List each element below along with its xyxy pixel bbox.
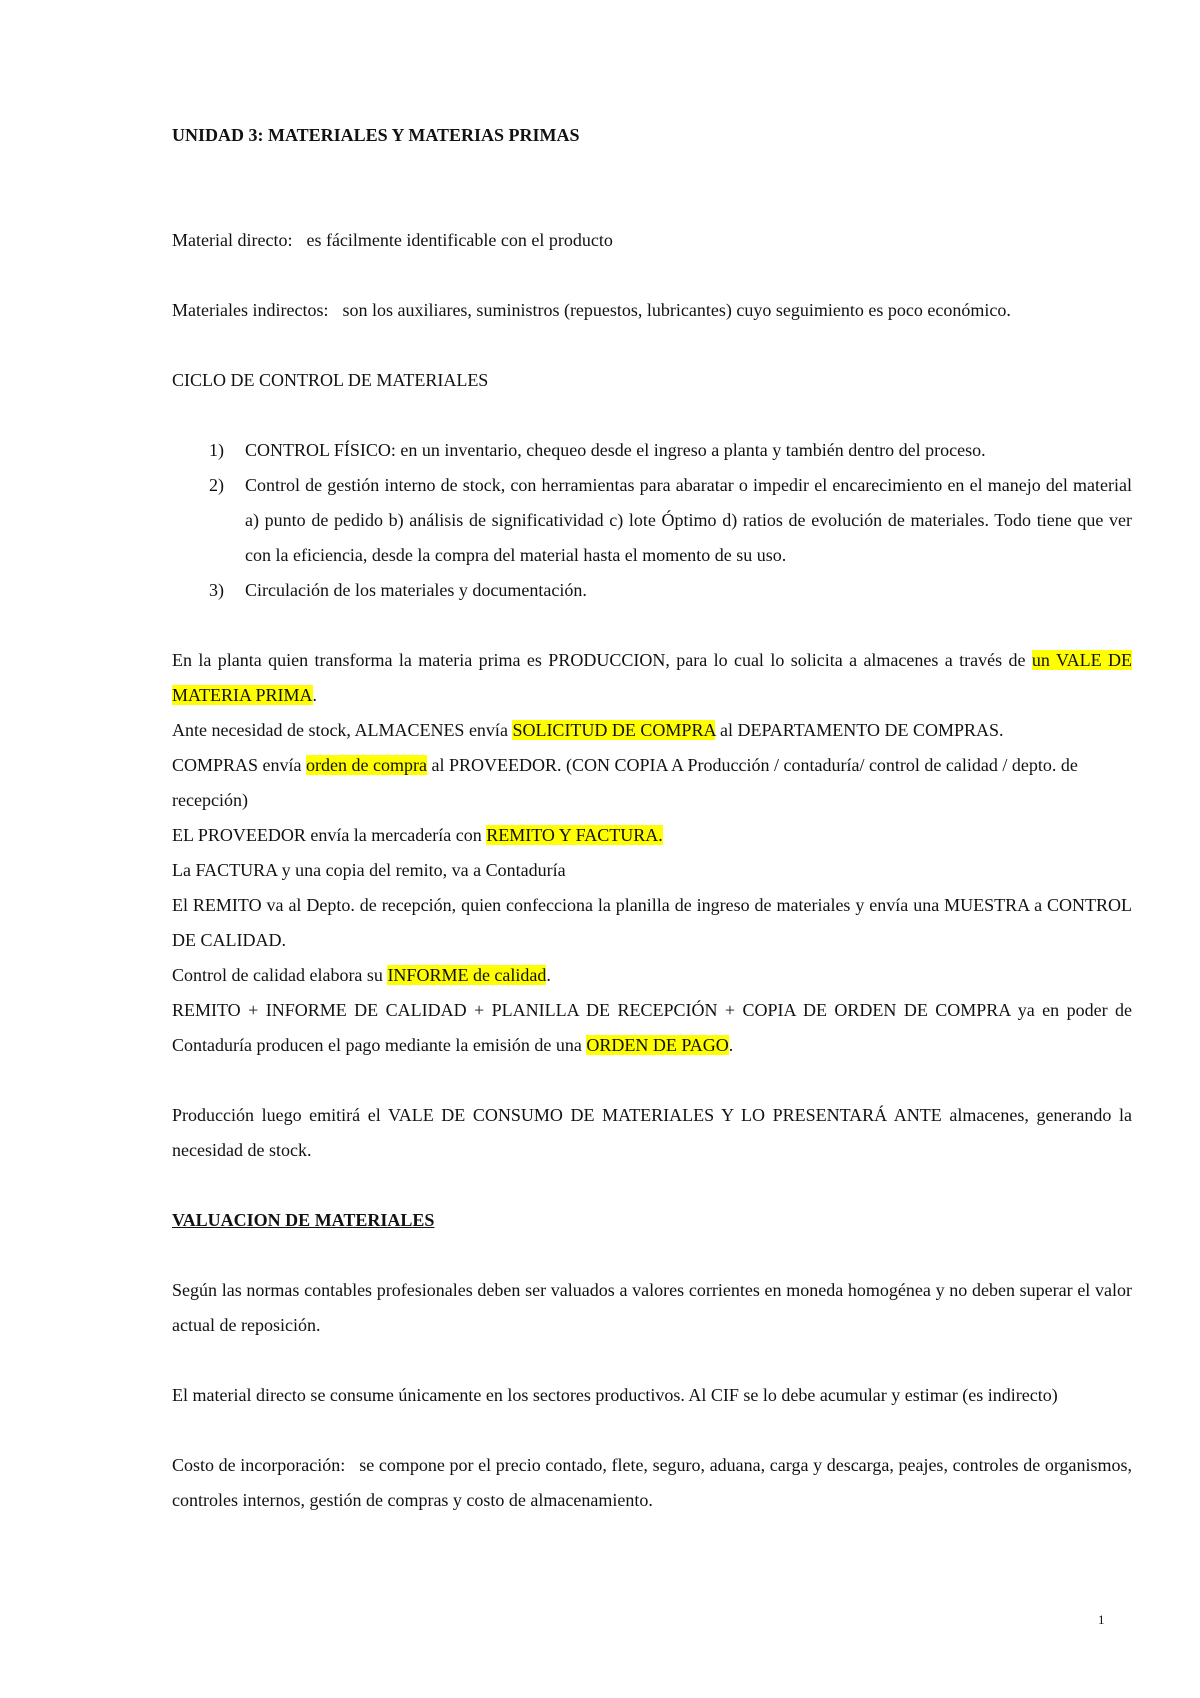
flow-paragraph: COMPRAS envía orden de compra al PROVEEDOR. (CON COPIA A Producción / contaduría/ control de calidad / depto. de recepción) [172, 755, 1078, 810]
cycle-heading: CICLO DE CONTROL DE MATERIALES [172, 370, 489, 390]
consumption-paragraph: Producción luego emitirá el VALE DE CONSUMO DE MATERIALES Y LO PRESENTARÁ ANTE almacenes, generando la necesidad de stock. [172, 1105, 1132, 1160]
page-number: 1 [1098, 1612, 1105, 1627]
definition-direct-material [172, 223, 1132, 258]
valuation-paragraph: Según las normas contables profesionales deben ser valuados a valores corrientes en moneda homogénea y no deben superar el valor actual de reposición. [172, 1280, 1132, 1335]
list-text: Circulación de los materiales y documentación. [245, 580, 587, 600]
highlight: REMITO Y FACTURA. [486, 825, 663, 845]
list-number: 2) [209, 475, 224, 495]
definition-indirect-materials [172, 293, 1132, 328]
flow-paragraph: Control de calidad elabora su INFORME de calidad. [172, 965, 551, 985]
flow-paragraph: La FACTURA y una copia del remito, va a Contaduría [172, 860, 566, 880]
list-number: 3) [209, 580, 224, 600]
flow-paragraph: En la planta quien transforma la materia prima es PRODUCCION, para lo cual lo solicita a almacenes a través de un VALE DE MATERIA PRIMA. [172, 650, 1132, 705]
valuation-paragraph: El material directo se consume únicamente en los sectores productivos. Al CIF se lo debe acumular y estimar (es indirecto) [172, 1385, 1058, 1405]
incorporation-text: se compone por el precio contado, flete, seguro, aduana, carga y descarga, peajes, controles de organismos, controles internos, gestión de compras y costo de almacenamiento. [172, 1455, 1132, 1510]
document-body [172, 118, 1132, 1518]
valuation-heading: VALUACION DE MATERIALES [172, 1210, 435, 1230]
list-number: 1) [209, 440, 224, 460]
definition-text: es fácilmente identificable con el producto [306, 230, 613, 250]
list-text: CONTROL FÍSICO: en un inventario, chequeo desde el ingreso a planta y también dentro del proceso. [245, 440, 986, 460]
document-flow [172, 643, 1132, 1063]
highlight: ORDEN DE PAGO [586, 1035, 729, 1055]
flow-paragraph: REMITO + INFORME DE CALIDAD + PLANILLA DE RECEPCIÓN + COPIA DE ORDEN DE COMPRA ya en poder de Contaduría producen el pago mediante la emisión de una ORDEN DE PAGO. [172, 1000, 1132, 1055]
highlight: orden de compra [306, 755, 427, 775]
list-text: Control de gestión interno de stock, con herramientas para abaratar o impedir el encarecimiento en el manejo del material a) punto de pedido b) análisis de significatividad c) lote Óptimo d) ratios de evolución de materiales. Todo tiene que ver con la eficiencia, desde la compra del material hasta el momento de su uso. [245, 475, 1132, 565]
flow-paragraph: Ante necesidad de stock, ALMACENES envía SOLICITUD DE COMPRA al DEPARTAMENTO DE COMPRAS. [172, 720, 1004, 740]
definition-term: Materiales indirectos: [172, 300, 329, 320]
definition-term: Material directo: [172, 230, 293, 250]
list-item [172, 573, 1132, 608]
definition-text: son los auxiliares, suministros (repuestos, lubricantes) cuyo seguimiento es poco económico. [342, 300, 1011, 320]
flow-paragraph: EL PROVEEDOR envía la mercadería con REMITO Y FACTURA. [172, 825, 663, 845]
list-item [172, 468, 1132, 573]
flow-paragraph: El REMITO va al Depto. de recepción, quien confecciona la planilla de ingreso de materiales y envía una MUESTRA a CONTROL DE CALIDAD. [172, 895, 1132, 950]
cycle-list [172, 433, 1132, 608]
incorporation-term: Costo de incorporación: [172, 1455, 346, 1475]
page-title: UNIDAD 3: MATERIALES Y MATERIAS PRIMAS [172, 125, 580, 145]
incorporation-paragraph [172, 1448, 1132, 1518]
highlight: un VALE DE MATERIA PRIMA [172, 650, 1132, 705]
highlight: SOLICITUD DE COMPRA [512, 720, 716, 740]
highlight: INFORME de calidad [387, 965, 547, 985]
list-item [172, 433, 1132, 468]
